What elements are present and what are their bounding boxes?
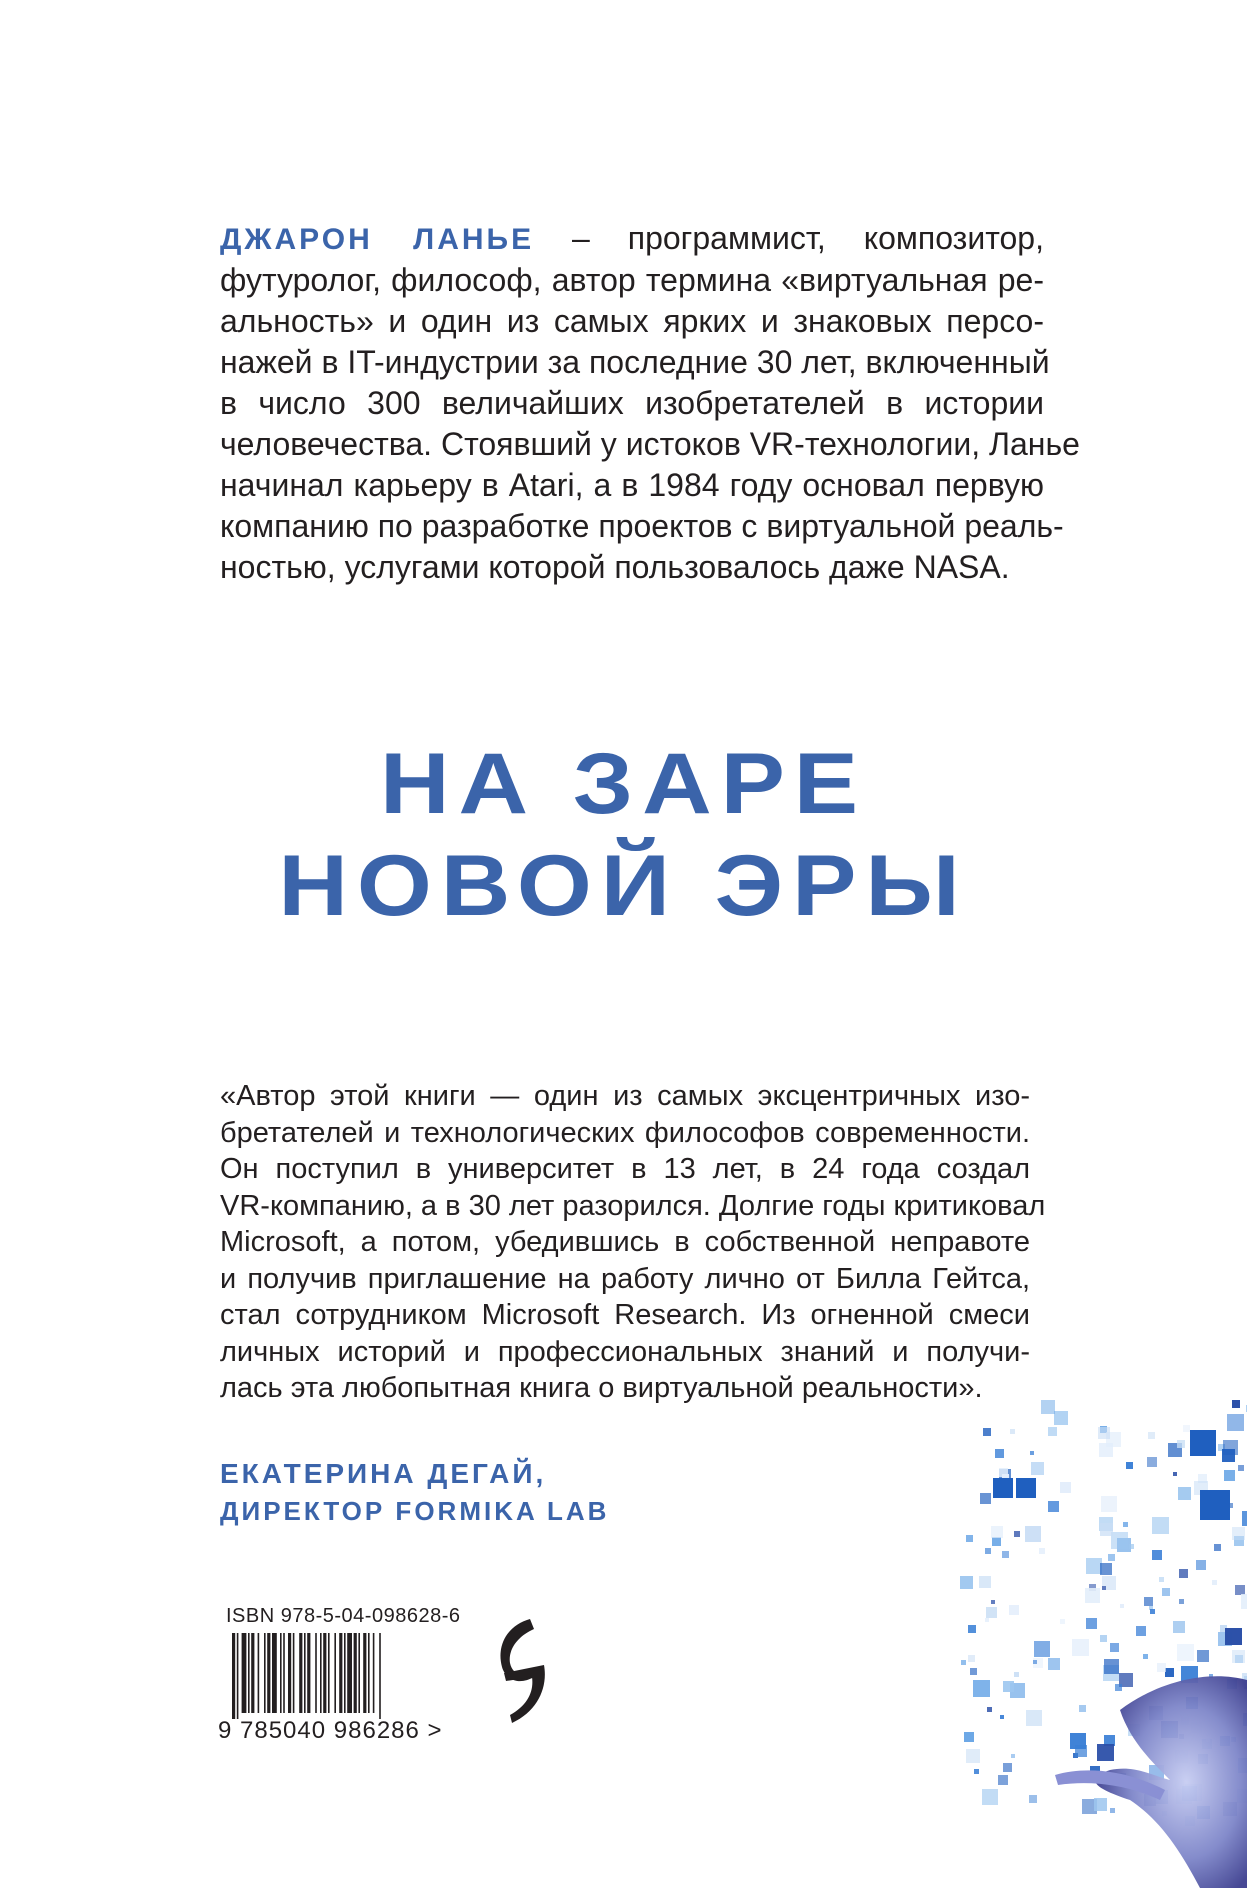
isbn-digits: 9 785040 986286 > <box>218 1717 443 1744</box>
pixel-square <box>1165 1668 1174 1677</box>
pixel-square <box>1039 1548 1045 1554</box>
pixel-square <box>974 1769 979 1774</box>
pixel-square <box>1162 1588 1170 1596</box>
bio-line: футуролог, философ, автор термина «виртуальная ре- <box>220 262 1044 298</box>
pixel-square <box>1079 1705 1086 1712</box>
pixel-square <box>1034 1641 1050 1657</box>
pixel-square <box>999 1468 1008 1477</box>
pixel-square <box>1224 1470 1235 1481</box>
pixel-square <box>1183 1425 1190 1432</box>
quote-line: Microsoft, а потом, убедившись в собственной неправоте <box>220 1226 1030 1258</box>
pixel-square <box>1178 1487 1191 1500</box>
pixel-square <box>968 1625 976 1633</box>
pixel-square <box>1041 1400 1055 1414</box>
pixel-square <box>993 1478 1013 1498</box>
bio-line: альность» и один из самых ярких и знаковых персо- <box>220 303 1044 339</box>
isbn-barcode <box>220 1605 470 1745</box>
pixel-square <box>1054 1411 1068 1425</box>
pixel-square <box>1222 1449 1235 1462</box>
pixel-square <box>985 1618 989 1622</box>
pixel-square <box>1011 1754 1015 1758</box>
quote-line: лась эта любопытная книга о виртуальной реальности». <box>220 1372 983 1404</box>
quote-line: бретателей и технологических философов современности. <box>220 1116 1030 1149</box>
pixel-square <box>1242 1511 1247 1526</box>
pixel-square <box>1014 1672 1019 1677</box>
isbn-label: ISBN 978-5-04-098628-6 <box>226 1605 461 1627</box>
pixel-square <box>1232 1400 1240 1408</box>
bio-line: ностью, услугами которой пользовалось даже NASA. <box>220 549 1010 585</box>
pixel-square <box>1241 1594 1247 1609</box>
pixel-square <box>1104 1659 1119 1674</box>
pixel-square <box>1123 1522 1128 1527</box>
pixel-square <box>1026 1710 1042 1726</box>
pixel-square <box>1048 1427 1057 1436</box>
pixel-square <box>964 1732 974 1742</box>
quote-line: и получив приглашение на работу лично от Билла Гейтса, <box>220 1262 1030 1295</box>
pixel-square <box>1048 1501 1059 1512</box>
pixel-square <box>1086 1618 1097 1629</box>
pixel-square <box>1214 1544 1221 1551</box>
pixel-square <box>1212 1580 1217 1585</box>
pixel-square <box>966 1535 973 1542</box>
book-title-line-1: НА ЗАРЕ <box>380 736 867 832</box>
pixel-square <box>1003 1763 1012 1772</box>
pixel-square <box>1002 1551 1009 1558</box>
pixel-square <box>1177 1440 1185 1448</box>
pixel-square <box>1227 1414 1244 1431</box>
pixel-square <box>1101 1496 1117 1512</box>
pixel-square <box>1179 1599 1184 1604</box>
pixel-square <box>1150 1609 1155 1614</box>
pixel-square <box>1100 1635 1107 1642</box>
pixel-square <box>1126 1462 1133 1469</box>
pixel-square <box>1111 1532 1128 1549</box>
pixel-square <box>1099 1443 1113 1457</box>
pixel-square <box>1072 1639 1089 1656</box>
pixel-square <box>1110 1808 1115 1813</box>
quote-line: VR-компанию, а в 30 лет разорился. Долгие годы критиковал <box>220 1189 1046 1222</box>
pixel-square <box>992 1537 1001 1546</box>
pixel-square <box>960 1576 973 1589</box>
pixel-square <box>1009 1605 1019 1615</box>
pixel-square <box>1115 1684 1122 1691</box>
bio-line: человечества. Стоявший у истоков VR-технологии, Ланье <box>220 426 1080 462</box>
pixel-square <box>1177 1644 1194 1661</box>
digital-hand-illustration <box>960 1380 1247 1888</box>
pixel-square <box>1144 1597 1153 1606</box>
pixel-square <box>985 1548 991 1554</box>
pixel-square <box>1000 1715 1004 1719</box>
barcode-bars-icon <box>232 1633 454 1719</box>
reviewer-position: ДИРЕКТОР FORMIKA LAB <box>220 1496 610 1526</box>
quote-line: стал сотрудником Microsoft Research. Из огненной смеси <box>220 1299 1030 1331</box>
pixel-square <box>1060 1619 1065 1624</box>
pixel-square <box>1048 1658 1060 1670</box>
pixel-square <box>1120 1604 1124 1608</box>
bio-line: в число 300 величайших изобретателей в истории <box>220 385 1044 421</box>
quote-line: Он поступил в университет в 13 лет, в 24 года создал <box>220 1153 1030 1185</box>
pixel-square <box>1100 1523 1113 1536</box>
pixel-square <box>998 1775 1008 1785</box>
pixel-square <box>983 1428 991 1436</box>
eksmo-logo-icon <box>490 1615 552 1727</box>
pixel-square <box>1129 1544 1134 1549</box>
pixel-square <box>987 1707 992 1712</box>
pixel-square <box>1232 1650 1245 1663</box>
quote-line: «Автор этой книги — один из самых эксцентричных изо- <box>220 1080 1030 1112</box>
pixel-square <box>1232 1527 1245 1540</box>
book-title-line-2: НОВОЙ ЭРЫ <box>278 838 969 934</box>
author-name: ДЖАРОН ЛАНЬЕ <box>220 223 535 256</box>
pixel-square <box>966 1749 980 1763</box>
bio-line: нажей в IT-индустрии за последние 30 лет, включенный <box>220 344 1050 380</box>
pixel-square <box>1100 1563 1112 1575</box>
pixel-square <box>1029 1795 1037 1803</box>
pixel-square <box>1136 1626 1146 1636</box>
pixel-square <box>1094 1798 1107 1811</box>
pixel-square <box>1086 1558 1102 1574</box>
pixel-square <box>1031 1462 1044 1475</box>
pixel-square <box>1238 1465 1244 1471</box>
bio-line: начинал карьеру в Atari, а в 1984 году основал первую <box>220 467 1044 503</box>
pixel-square <box>982 1789 998 1805</box>
pixel-square <box>1016 1478 1036 1498</box>
pixel-square <box>1152 1550 1162 1560</box>
pixel-square <box>1014 1531 1020 1537</box>
pixel-square <box>1030 1451 1034 1455</box>
pixel-square <box>1235 1585 1245 1595</box>
pixel-square <box>986 1607 997 1618</box>
pixel-square <box>1152 1517 1169 1534</box>
pixel-square <box>1179 1569 1188 1578</box>
quote-line: личных историй и профессиональных знаний и получи- <box>220 1335 1030 1368</box>
pixel-square <box>968 1655 975 1662</box>
pixel-square <box>1190 1430 1216 1456</box>
pixel-square <box>1143 1654 1148 1659</box>
pixel-square <box>1196 1560 1206 1570</box>
pixel-square <box>1033 1660 1037 1664</box>
pixel-square <box>991 1526 1003 1538</box>
pixel-square <box>980 1493 991 1504</box>
pixel-square <box>1098 1427 1110 1439</box>
bio-line: компанию по разработке проектов с виртуальной реаль- <box>220 508 1064 544</box>
pixel-square <box>1003 1681 1014 1692</box>
pixel-square <box>1173 1621 1185 1633</box>
pixel-square <box>1010 1429 1015 1434</box>
pixel-square <box>1110 1643 1119 1652</box>
pixel-square <box>1097 1744 1114 1761</box>
pixel-square <box>1159 1577 1164 1582</box>
pixel-square <box>1085 1588 1100 1603</box>
review-quote <box>220 1078 1046 1407</box>
pixel-square <box>970 1668 977 1675</box>
bio-line-1-rest: – программист, композитор, <box>534 220 1044 256</box>
pixel-square <box>961 1660 966 1665</box>
pixel-square <box>1148 1432 1155 1439</box>
pixel-square <box>1102 1586 1106 1590</box>
pixel-square <box>1108 1554 1115 1561</box>
bio-line-1 <box>220 218 1044 260</box>
pixel-square <box>1070 1733 1086 1749</box>
pixel-square <box>973 1680 990 1697</box>
pixel-square <box>1197 1650 1209 1662</box>
pixel-square <box>1225 1628 1242 1645</box>
author-bio <box>220 218 1080 588</box>
pixel-square <box>991 1600 995 1604</box>
pixel-square <box>1200 1490 1230 1520</box>
pixel-square <box>979 1576 991 1588</box>
pixel-square <box>1173 1472 1177 1476</box>
reviewer-name: ЕКАТЕРИНА ДЕГАЙ, <box>220 1458 547 1489</box>
pixel-square <box>995 1449 1004 1458</box>
pixel-square <box>1025 1526 1041 1542</box>
pixel-square <box>1147 1457 1157 1467</box>
pixel-square <box>1060 1482 1071 1493</box>
pixel-square <box>1157 1663 1166 1672</box>
